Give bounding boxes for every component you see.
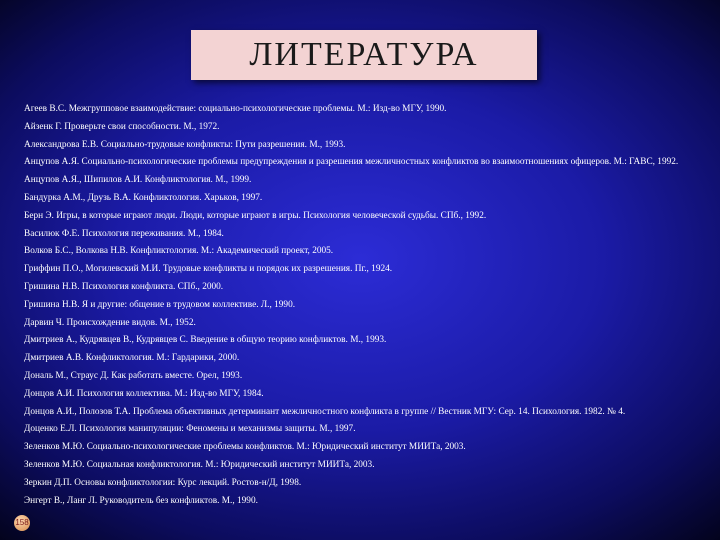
reference-item: Айзенк Г. Проверьте свои способности. М., 1972. [24,121,220,132]
reference-item: Дональ М., Страус Д. Как работать вместе. Орел, 1993. [24,370,243,381]
reference-item: Зеленков М.Ю. Социальная конфликтология. М.: Юридический институт МИИТа, 2003. [24,459,375,470]
page-title: ЛИТЕРАТУРА [249,36,479,73]
reference-item: Бандурка А.М., Друзь В.А. Конфликтология. Харьков, 1997. [24,192,263,203]
page-number-badge: 158 [14,515,30,531]
reference-item: Дарвин Ч. Происхождение видов. М., 1952. [24,317,196,328]
reference-item: Гриффин П.О., Могилевский М.И. Трудовые конфликты и порядок их разрешения. Пг., 1924. [24,264,393,275]
reference-item: Дмитриев А.В. Конфликтология. М.: Гардарики, 2000. [24,353,240,364]
reference-item: Волков Б.С., Волкова Н.В. Конфликтология. М.: Академический проект, 2005. [24,246,334,257]
reference-item: Александрова Е.В. Социально-трудовые конфликты: Пути разрешения. М., 1993. [24,139,346,150]
reference-item: Анцупов А.Я., Шипилов А.И. Конфликтология. М., 1999. [24,175,252,186]
reference-item: Анцупов А.Я. Социально-психологические проблемы предупреждения и разрешения межличностных конфликтов во взаимоотношениях офицеров. М.: ГАВС, 1992. [24,157,679,168]
reference-item: Энгерт В., Ланг Л. Руководитель без конфликтов. М., 1990. [24,495,258,506]
reference-item: Донцов А.И. Психология коллектива. М.: Изд-во МГУ, 1984. [24,388,264,399]
reference-item: Василюк Ф.Е. Психология переживания. М., 1984. [24,228,224,239]
reference-item: Агеев В.С. Межгрупповое взаимодействие: социально-психологические проблемы. М.: Изд-во МГУ, 1990. [24,104,447,114]
reference-item: Гришина Н.В. Психология конфликта. СПб., 2000. [24,281,224,292]
reference-item: Зеленков М.Ю. Социально-психологические проблемы конфликтов. М.: Юридический институт МИИТа, 2003. [24,442,466,453]
title-box [191,30,537,80]
reference-list [24,104,694,513]
reference-item: Берн Э. Игры, в которые играют люди. Люди, которые играют в игры. Психология человеческой судьбы. СПб., 1992. [24,210,487,221]
reference-item: Доценко Е.Л. Психология манипуляции: Феномены и механизмы защиты. М., 1997. [24,424,356,435]
reference-item: Гришина Н.В. Я и другие: общение в трудовом коллективе. Л., 1990. [24,299,296,310]
reference-item: Зеркин Д.П. Основы конфликтологии: Курс лекций. Ростов-н/Д, 1998. [24,477,302,488]
reference-item: Донцов А.И., Полозов Т.А. Проблема объективных детерминант межличностного конфликта в группе // Вестник МГУ: Сер. 14. Психология. 1982. № 4. [24,406,626,417]
reference-item: Дмитриев А., Кудрявцев В., Кудрявцев С. Введение в общую теорию конфликтов. М., 1993. [24,335,387,346]
